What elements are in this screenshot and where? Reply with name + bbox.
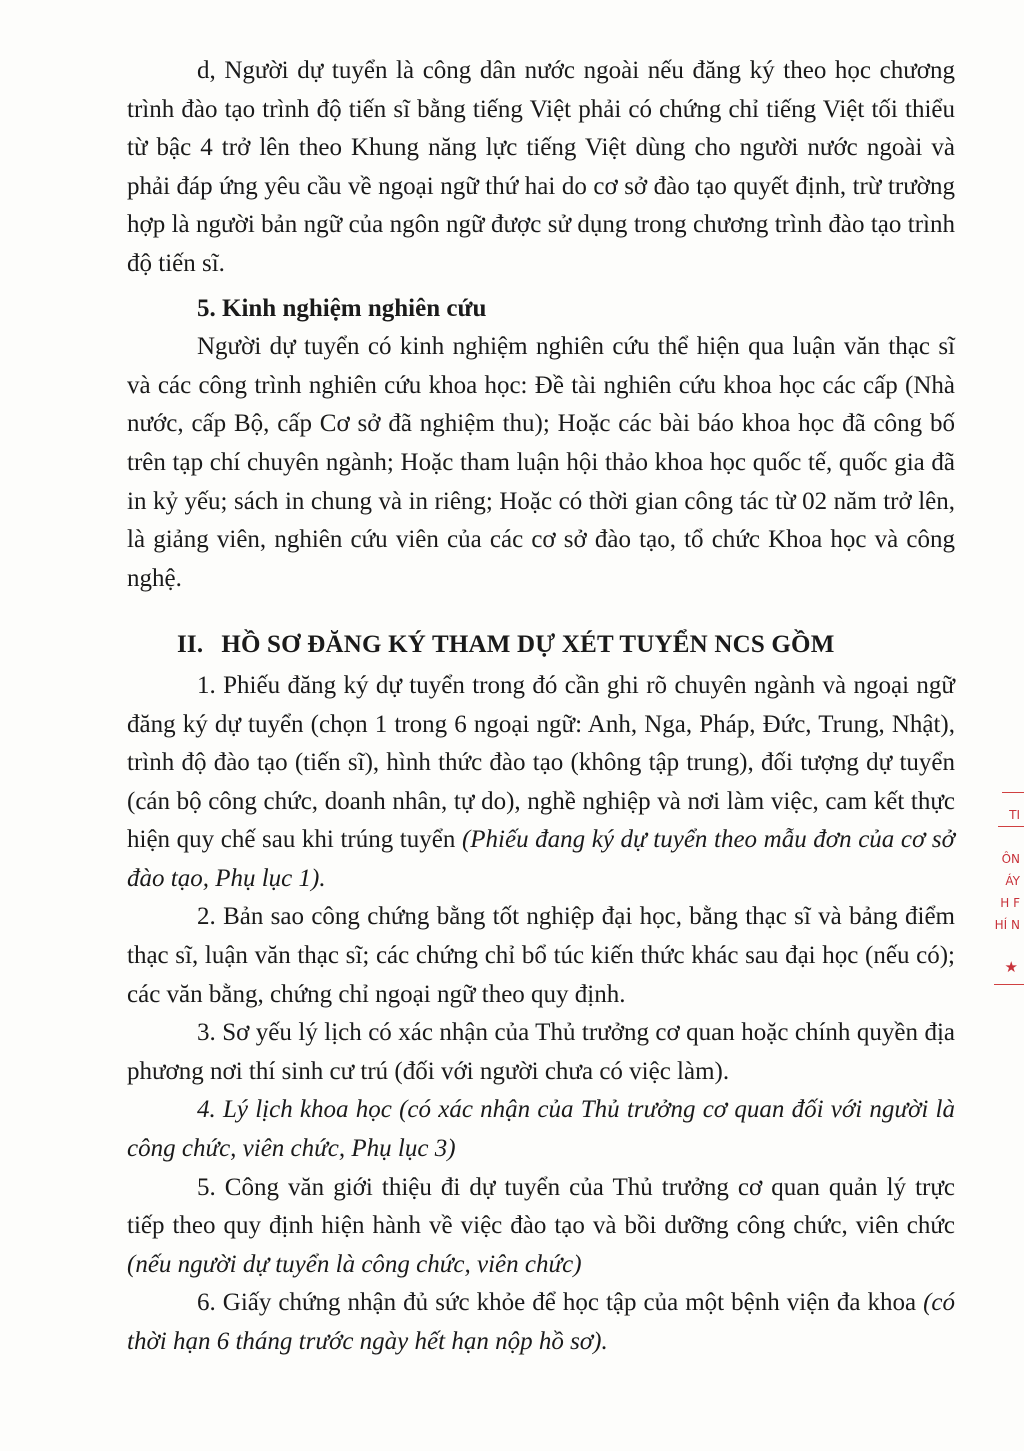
section-title-text: HỒ SƠ ĐĂNG KÝ THAM DỰ XÉT TUYỂN NCS GỒM — [221, 631, 835, 659]
list-item-4-text: 4. Lý lịch khoa học — [197, 1096, 400, 1124]
paragraph-d: d, Người dự tuyển là công dân nước ngoài nếu đăng ký theo học chương trình đào tạo trình độ tiến sĩ bằng tiếng Việt phải có chứng chỉ tiếng Việt tối thiểu từ bậc 4 trở lên theo Khung năng lực tiếng Việt dùng cho người nước ngoài và phải đáp ứng yêu cầu về ngoại ngữ thứ hai do cơ sở đào tạo quyết định, trừ trường hợp là người bản ngữ của ngôn ngữ được sử dụng trong chương trình đào tạo trình độ tiến sĩ. — [127, 57, 955, 277]
list-item-6-text: 6. Giấy chứng nhận đủ sức khỏe để học tập của một bệnh viện đa khoa — [197, 1289, 924, 1317]
document-body — [127, 52, 955, 1362]
list-item-5-text: 5. Công văn giới thiệu đi dự tuyển của Thủ trưởng cơ quan quản lý trực tiếp theo quy định hiện hành về việc đào tạo và bồi dưỡng công chức, viên chức — [127, 1173, 955, 1240]
section-roman-numeral: II. — [177, 631, 204, 659]
list-item-5 — [127, 1169, 955, 1285]
stamp-text-fragment: HÍ N — [994, 918, 1020, 932]
stamp-line — [1002, 792, 1024, 793]
list-item-3: 3. Sơ yếu lý lịch có xác nhận của Thủ trưởng cơ quan hoặc chính quyền địa phương nơi thí sinh cư trú (đối với người chưa có việc làm). — [127, 1019, 955, 1085]
list-item-1-note: (Phiếu đang ký dự tuyển theo mẫu đơn của cơ sở đào tạo, Phụ lục 1). — [127, 826, 955, 892]
list-item-2: 2. Bản sao công chứng bằng tốt nghiệp đại học, bằng thạc sĩ và bảng điểm thạc sĩ, luận văn thạc sĩ; các chứng chỉ bổ túc kiến thức khác sau đại học (nếu có); các văn bằng, chứng chỉ ngoại ngữ theo quy định. — [127, 903, 955, 1008]
list-item-6-note: (có thời hạn 6 tháng trước ngày hết hạn nộp hồ sơ). — [127, 1289, 955, 1355]
stamp-line — [998, 826, 1024, 827]
stamp-text-fragment: ÔN — [1001, 852, 1020, 866]
stamp-text-fragment: H F — [1000, 896, 1020, 910]
list-item-1 — [127, 667, 955, 899]
paragraph-research-experience: Người dự tuyển có kinh nghiệm nghiên cứu thể hiện qua luận văn thạc sĩ và các công trình nghiên cứu khoa học: Đề tài nghiên cứu khoa học các cấp (Nhà nước, cấp Bộ, cấp Cơ sở đã nghiệm thu); Hoặc các bài báo khoa học đã công bố trên tạp chí chuyên ngành; Hoặc tham luận hội thảo khoa học quốc tế, quốc gia đã in kỷ yếu; sách in chung và in riêng; Hoặc có thời gian công tác từ 02 năm trở lên, là giảng viên, nghiên cứu viên của các cơ sở đào tạo, tổ chức Khoa học và công nghệ. — [127, 333, 955, 592]
list-item-4 — [127, 1091, 955, 1168]
stamp-text-fragment: ÁY — [1005, 874, 1020, 888]
list-item-6 — [127, 1284, 955, 1361]
stamp-star-icon: ★ — [1004, 958, 1018, 976]
section-title-dossier — [127, 626, 955, 665]
stamp-text-fragment: TI — [1009, 808, 1020, 822]
list-item-5-note: (nếu người dự tuyển là công chức, viên chức) — [127, 1250, 582, 1278]
list-item-1-text: 1. Phiếu đăng ký dự tuyển trong đó cần ghi rõ chuyên ngành và ngoại ngữ đăng ký dự tuyển (chọn 1 trong 6 ngoại ngữ: Anh, Nga, Pháp, Đức, Trung, Nhật), trình độ đào tạo (tiến sĩ), hình thức đào tạo (không tập trung), đối tượng dự tuyển (cán bộ công chức, doanh nhân, tự do), nghề nghiệp và nơi làm việc, cam kết thực hiện quy chế sau khi trúng tuyển — [127, 671, 955, 854]
list-item-4-note: (có xác nhận của Thủ trưởng cơ quan đối với người là công chức, viên chức, Phụ lục 3) — [127, 1096, 955, 1163]
heading-research-experience: 5. Kinh nghiệm nghiên cứu — [197, 294, 487, 322]
stamp-line — [994, 984, 1024, 985]
red-stamp-fragment — [988, 770, 1024, 1000]
